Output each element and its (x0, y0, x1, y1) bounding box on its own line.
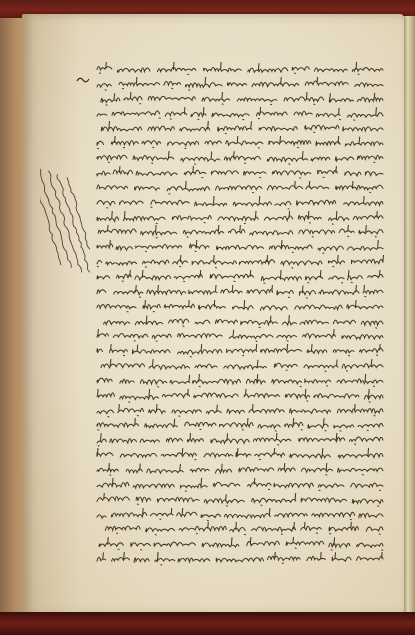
text-line (95, 374, 385, 388)
text-line (95, 389, 385, 403)
text-line (95, 181, 385, 195)
text-line (95, 211, 385, 225)
text-line (95, 463, 385, 477)
text-line (95, 121, 385, 135)
text-line (95, 240, 385, 254)
text-line (95, 359, 385, 373)
text-line (95, 552, 385, 566)
text-line (95, 62, 385, 76)
book-binding-bottom (0, 612, 415, 635)
text-line (95, 166, 385, 180)
inner-cover-pastedown (0, 18, 24, 616)
text-line (95, 522, 385, 536)
main-text-block (95, 62, 385, 567)
text-line (95, 329, 385, 343)
text-line (95, 255, 385, 269)
marginal-annotation (40, 150, 90, 290)
text-line (95, 493, 385, 507)
text-line (95, 508, 385, 522)
text-line (95, 196, 385, 210)
text-line (95, 344, 385, 358)
text-line (95, 270, 385, 284)
gutter-stain (22, 14, 82, 616)
text-line (95, 151, 385, 165)
text-line (95, 418, 385, 432)
text-line (95, 136, 385, 150)
text-line (95, 77, 385, 91)
text-line (95, 478, 385, 492)
text-line (95, 433, 385, 447)
text-line (95, 448, 385, 462)
text-line (95, 404, 385, 418)
text-line (95, 92, 385, 106)
text-line (95, 225, 385, 239)
text-line (95, 300, 385, 314)
text-line (95, 315, 385, 329)
corner-catchword-mark (76, 70, 90, 80)
text-line (95, 537, 385, 551)
text-line (95, 285, 385, 299)
text-line (95, 107, 385, 121)
